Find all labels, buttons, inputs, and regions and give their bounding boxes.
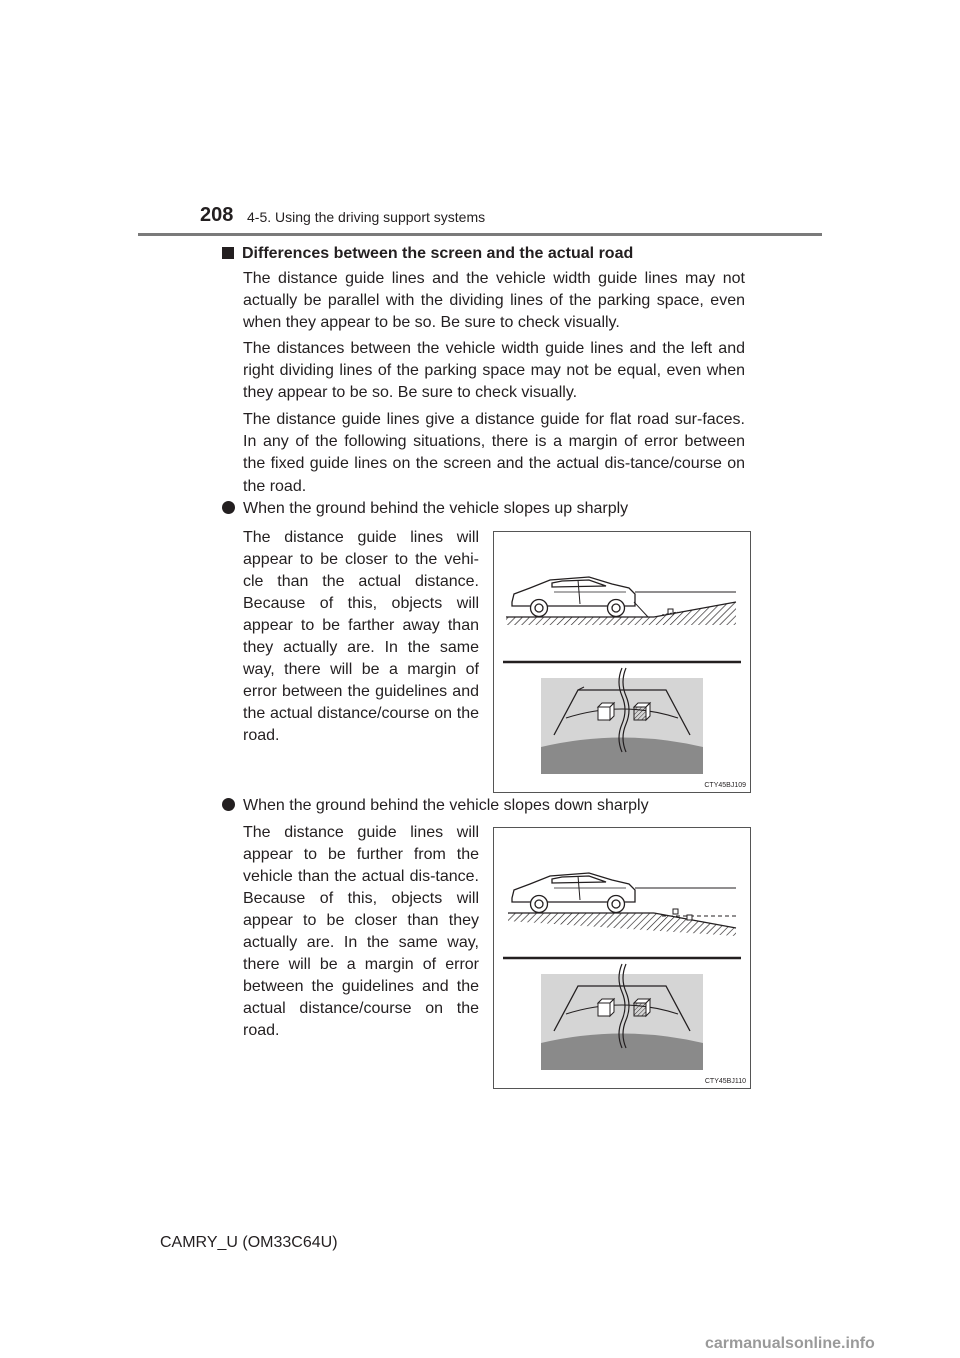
square-bullet-icon: [222, 247, 234, 259]
figure-slope-down: [493, 827, 751, 1089]
figure-slope-up: [493, 531, 751, 793]
section-heading-text: Differences between the screen and the actual road: [242, 245, 634, 262]
bullet-slope-up: [222, 498, 628, 520]
box-icon: [598, 703, 614, 720]
bullet-slope-down-text: When the ground behind the vehicle slopes down sharply: [243, 797, 649, 814]
figure-code: CTY45BJ110: [704, 1078, 746, 1085]
hatched-box-icon: [634, 999, 650, 1016]
slope-down-illustration: [494, 828, 750, 1088]
header-divider: [138, 233, 822, 236]
slope-down-description: The distance guide lines will appear to be further from the vehicle than the actual dis-tance. Because of this, objects will appear to be closer than they actually are. In the same way, there will be a margin of error between the guidelines and the actual distance/course on the road.: [243, 824, 479, 1039]
hatched-box-icon: [634, 703, 650, 720]
slope-up-illustration: [494, 532, 750, 792]
page-number: 208: [200, 204, 234, 226]
paragraph-1: The distance guide lines and the vehicle width guide lines may not actually be parallel with the dividing lines of the parking space, even when they appear to be so. Be sure to check visually.: [243, 270, 745, 332]
slope-up-description: The distance guide lines will appear to be closer to the vehi-cle than the actual distance. Because of this, objects will appear to be farther away than they actually are. In the same way, there will be a margin of error between the guidelines and the actual distance/course on the road.: [243, 529, 479, 744]
round-bullet-icon: [222, 798, 235, 811]
car-side-view: [512, 577, 635, 617]
watermark: carmanualsonline.info: [705, 1335, 875, 1352]
paragraph-2: The distances between the vehicle width guide lines and the left and right dividing lines of the parking space may not be equal, even when they appear to be so. Be sure to check visually.: [243, 340, 745, 402]
figure-code: CTY45BJ109: [704, 782, 746, 789]
bullet-slope-down: [222, 795, 649, 817]
section-heading: [222, 243, 762, 264]
section-title: 4-5. Using the driving support systems: [247, 209, 486, 225]
paragraph-3: The distance guide lines give a distance guide for flat road sur-faces. In any of the following situations, there is a margin of error between the fixed guide lines on the screen and the actual dis-tance/course on the road.: [243, 411, 745, 495]
box-icon: [598, 999, 614, 1016]
bullet-slope-up-text: When the ground behind the vehicle slopes up sharply: [243, 500, 629, 517]
car-side-view: [512, 873, 635, 913]
footer-model: CAMRY_U (OM33C64U): [160, 1234, 338, 1251]
round-bullet-icon: [222, 501, 235, 514]
